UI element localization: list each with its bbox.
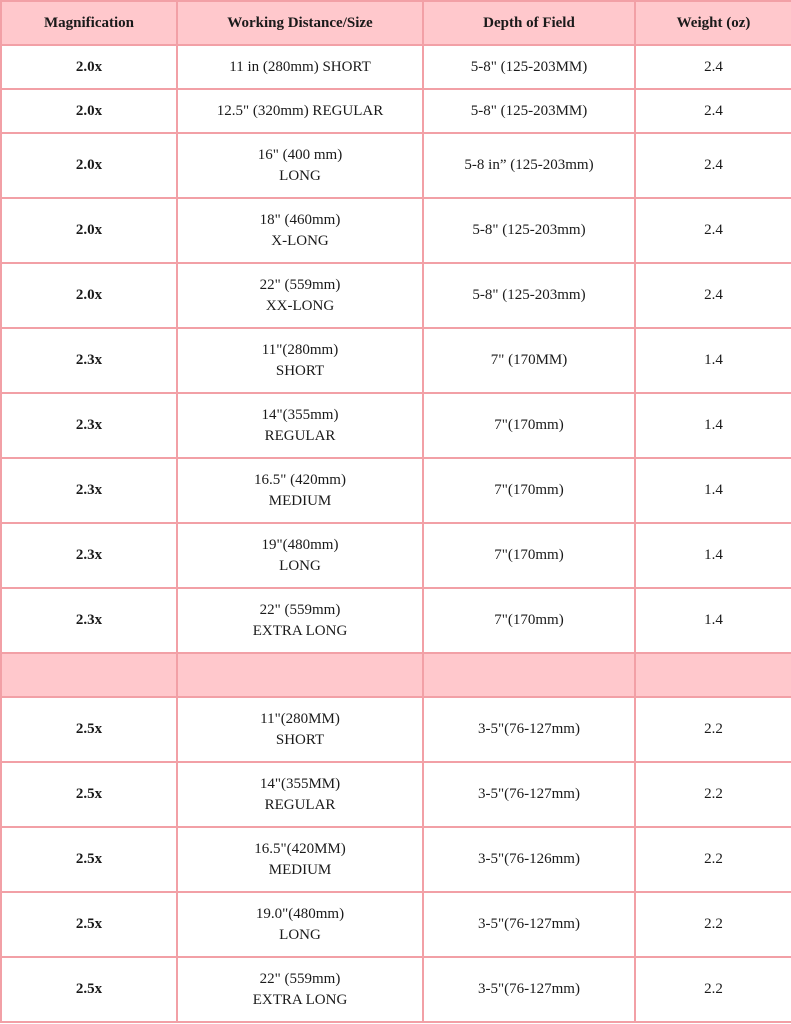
working-distance-line: 18" (460mm): [259, 211, 341, 228]
working-distance-line: 19.0"(480mm): [255, 905, 345, 922]
cell-magnification: 2.0x: [1, 89, 177, 133]
table-row: [1, 263, 791, 328]
cell-weight: 2.4: [635, 198, 791, 263]
cell-working-distance: [177, 263, 423, 328]
table-row: [1, 328, 791, 393]
cell-working-distance: [177, 133, 423, 198]
working-distance-line: 11"(280mm): [261, 341, 339, 358]
cell-working-distance: [177, 328, 423, 393]
working-distance-line: X-LONG: [271, 232, 329, 249]
cell-weight: 1.4: [635, 393, 791, 458]
cell-depth-of-field: 5-8" (125-203mm): [423, 263, 635, 328]
cell-working-distance: [177, 762, 423, 827]
cell-weight: 2.4: [635, 263, 791, 328]
header-magnification: Magnification: [1, 1, 177, 45]
cell-depth-of-field: 3-5"(76-127mm): [423, 762, 635, 827]
cell-depth-of-field: 5-8" (125-203MM): [423, 89, 635, 133]
table-row: [1, 393, 791, 458]
header-weight: Weight (oz): [635, 1, 791, 45]
working-distance-line: SHORT: [275, 731, 325, 748]
cell-magnification: 2.3x: [1, 458, 177, 523]
cell-weight: 2.2: [635, 892, 791, 957]
cell-weight: 2.2: [635, 827, 791, 892]
cell-magnification: 2.0x: [1, 133, 177, 198]
working-distance-line: LONG: [279, 926, 321, 943]
cell-working-distance: [177, 523, 423, 588]
separator-cell: [177, 653, 423, 697]
cell-magnification: 2.5x: [1, 957, 177, 1022]
cell-magnification: 2.0x: [1, 198, 177, 263]
cell-depth-of-field: 3-5"(76-127mm): [423, 892, 635, 957]
cell-weight: 2.4: [635, 45, 791, 89]
cell-weight: 1.4: [635, 458, 791, 523]
cell-working-distance: [177, 393, 423, 458]
header-depth-of-field: Depth of Field: [423, 1, 635, 45]
working-distance-line: 12.5" (320mm) REGULAR: [216, 102, 384, 119]
cell-weight: 2.4: [635, 89, 791, 133]
working-distance-line: REGULAR: [264, 796, 336, 813]
cell-magnification: 2.5x: [1, 762, 177, 827]
table-row: [1, 588, 791, 653]
cell-magnification: 2.0x: [1, 45, 177, 89]
working-distance-line: SHORT: [275, 362, 325, 379]
cell-working-distance: [177, 588, 423, 653]
cell-weight: 2.2: [635, 762, 791, 827]
table-row: [1, 827, 791, 892]
working-distance-line: REGULAR: [264, 427, 336, 444]
working-distance-line: 22" (559mm): [259, 970, 341, 987]
cell-working-distance: [177, 198, 423, 263]
table-row: [1, 957, 791, 1022]
header-row: [1, 1, 791, 45]
cell-weight: 2.4: [635, 133, 791, 198]
working-distance-line: XX-LONG: [265, 297, 335, 314]
working-distance-line: 16.5" (420mm): [254, 471, 346, 488]
cell-depth-of-field: 7"(170mm): [423, 393, 635, 458]
table-row: [1, 523, 791, 588]
table-row: [1, 133, 791, 198]
cell-magnification: 2.3x: [1, 588, 177, 653]
cell-magnification: 2.3x: [1, 393, 177, 458]
cell-weight: 1.4: [635, 328, 791, 393]
cell-working-distance: [177, 892, 423, 957]
cell-working-distance: [177, 45, 423, 89]
cell-magnification: 2.3x: [1, 523, 177, 588]
working-distance-line: 14"(355mm): [261, 406, 339, 423]
working-distance-line: 11 in (280mm) SHORT: [229, 58, 371, 75]
cell-working-distance: [177, 89, 423, 133]
table-row: [1, 762, 791, 827]
cell-depth-of-field: 7"(170mm): [423, 523, 635, 588]
working-distance-line: 16.5"(420MM): [254, 840, 346, 857]
cell-working-distance: [177, 697, 423, 762]
cell-depth-of-field: 3-5"(76-126mm): [423, 827, 635, 892]
working-distance-line: 16" (400 mm): [257, 146, 343, 163]
cell-depth-of-field: 3-5"(76-127mm): [423, 697, 635, 762]
separator-cell: [423, 653, 635, 697]
separator-cell: [635, 653, 791, 697]
cell-magnification: 2.3x: [1, 328, 177, 393]
working-distance-line: 11"(280MM): [260, 710, 340, 727]
cell-weight: 2.2: [635, 697, 791, 762]
working-distance-line: 22" (559mm): [259, 601, 341, 618]
cell-magnification: 2.0x: [1, 263, 177, 328]
working-distance-line: MEDIUM: [268, 861, 332, 878]
cell-weight: 1.4: [635, 523, 791, 588]
header-working-distance: Working Distance/Size: [177, 1, 423, 45]
cell-depth-of-field: 7"(170mm): [423, 588, 635, 653]
table-row: [1, 892, 791, 957]
working-distance-line: 14"(355MM): [259, 775, 341, 792]
cell-working-distance: [177, 957, 423, 1022]
working-distance-line: 19"(480mm): [261, 536, 339, 553]
cell-depth-of-field: 7"(170mm): [423, 458, 635, 523]
cell-depth-of-field: 5-8" (125-203MM): [423, 45, 635, 89]
cell-working-distance: [177, 458, 423, 523]
separator-row: [1, 653, 791, 697]
table-row: [1, 697, 791, 762]
cell-magnification: 2.5x: [1, 697, 177, 762]
working-distance-line: EXTRA LONG: [252, 622, 348, 639]
working-distance-line: LONG: [279, 167, 321, 184]
cell-depth-of-field: 7" (170MM): [423, 328, 635, 393]
cell-magnification: 2.5x: [1, 892, 177, 957]
table-row: [1, 458, 791, 523]
cell-depth-of-field: 3-5"(76-127mm): [423, 957, 635, 1022]
cell-depth-of-field: 5-8" (125-203mm): [423, 198, 635, 263]
cell-working-distance: [177, 827, 423, 892]
cell-weight: 1.4: [635, 588, 791, 653]
cell-magnification: 2.5x: [1, 827, 177, 892]
working-distance-line: 22" (559mm): [259, 276, 341, 293]
separator-cell: [1, 653, 177, 697]
working-distance-line: EXTRA LONG: [252, 991, 348, 1008]
working-distance-line: LONG: [279, 557, 321, 574]
cell-weight: 2.2: [635, 957, 791, 1022]
working-distance-line: MEDIUM: [268, 492, 332, 509]
table-row: [1, 198, 791, 263]
table-row: [1, 89, 791, 133]
cell-depth-of-field: 5-8 in” (125-203mm): [423, 133, 635, 198]
table-row: [1, 45, 791, 89]
